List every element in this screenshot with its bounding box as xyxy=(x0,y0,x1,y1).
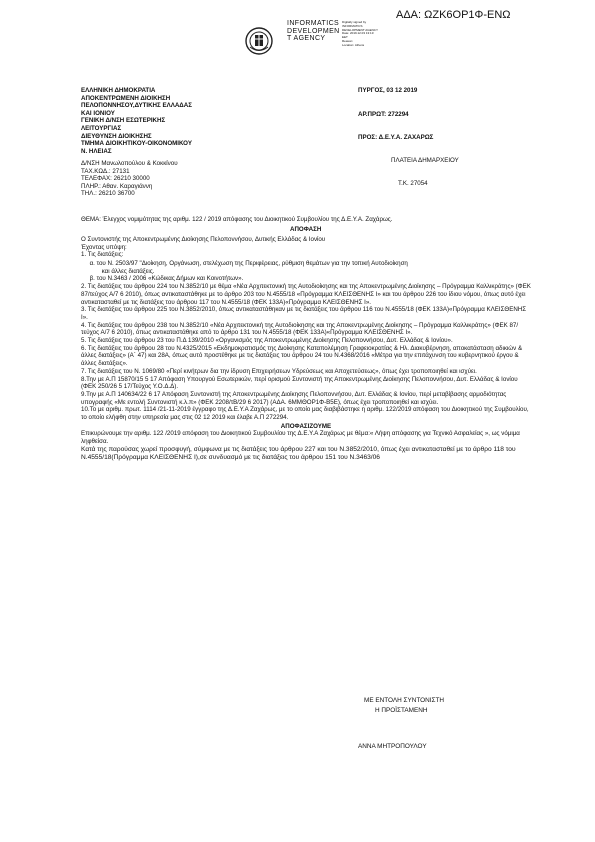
decision-heading: ΑΠΟΦΑΣΗ xyxy=(290,226,322,233)
signature-info-line: Digitally signed by xyxy=(342,20,367,24)
contact-line: ΤΕΛΕΦΑΧ: 26210 30000 xyxy=(81,175,150,183)
coat-of-arms-icon xyxy=(244,26,274,56)
agency-logo-text xyxy=(287,20,340,43)
issuer-line: ΑΠΟΚΕΝΤΡΩΜΕΝΗ ΔΙΟΙΚΗΣΗ xyxy=(81,94,171,102)
issuer-line: ΛΕΙΤΟΥΡΓΙΑΣ xyxy=(81,124,122,132)
issuer-header xyxy=(81,87,192,155)
considerations-list xyxy=(81,260,531,462)
issuer-line: ΕΛΛΗΝΙΚΗ ΔΗΜΟΚΡΑΤΙΑ xyxy=(81,87,156,94)
list-item: 3. Τις διατάξεις του άρθρου 225 του Ν.3852/2010, όπως αντικαταστάθηκαν με τις διατάξεις του άρθρου 116 του Ν.4555/18 (ΦΕΚ 133Α)«Πρόγραμμα ΚΛΕΙΣΘΕΝΗΣ Ι». xyxy=(81,306,527,321)
issuer-line: ΔΙΕΥΘΥΝΣΗ ΔΙΟΙΚΗΣΗΣ xyxy=(81,132,152,140)
issuer-line: ΤΜΗΜΑ ΔΙΟΙΚΗΤΙΚΟΥ-ΟΙΚΟΝΟΜΙΚΟΥ xyxy=(81,140,192,148)
recipient-address: ΠΛΑΤΕΙΑ ΔΗΜΑΡΧΕΙΟΥ xyxy=(391,157,459,164)
verify-heading: ΑΠΟΦΑΣΙΖΟΥΜΕ xyxy=(280,422,332,430)
intro-block xyxy=(81,236,531,259)
list-item: 8.Την με Α.Π 15870/15 5 17 Απόφαση Υπουργού Εσωτερικών, περί ορισμού Συντονιστή της Αποκεντρωμένης Διοίκησης Πελοποννήσου, Δυτ. Ελλάδας & Ιονίου (ΦΕΚ 250/26 5 17/Τεύχος Υ.Ο.Δ.Δ). xyxy=(81,375,518,391)
signature-info-line: Date: 2019.12.03 13:13: xyxy=(342,31,375,36)
place-date: ΠΥΡΓΟΣ, 03 12 2019 xyxy=(358,87,418,94)
list-item: β. του Ν.3463 / 2006 «Κώδικας Δήμων και Κοινοτήτων». xyxy=(81,275,244,283)
intro-line: 1. Τις διατάξεις: xyxy=(81,251,124,259)
contact-line: Δ/ΝΣΗ Μανωλοπούλου & Κοκκίνου xyxy=(81,160,178,167)
signature-title: Η ΠΡΟΪΣΤΑΜΕΝΗ xyxy=(375,707,428,714)
protocol-number: ΑΡ.ΠΡΩΤ: 272294 xyxy=(358,111,409,118)
signature-authority: ΜΕ ΕΝΤΟΛΗ ΣΥΝΤΟΝΙΣΤΗ xyxy=(364,697,444,704)
contact-line: ΤΑΧ.ΚΩΔ.: 27131 xyxy=(81,167,130,175)
logo-line: DEVELOPMEN xyxy=(287,27,340,35)
list-item: 4. Τις διατάξεις του άρθρου 238 του Ν.3852/10 «Νέα Αρχιτεκτονική της Αυτοδιοίκησης και της Αποκεντρωμένης Διοίκησης – Πρόγραμμα Καλλικράτης» (ΦΕΚ 87/τεύχος Α/7 6 2010), όπως αντικαταστάθηκε από το άρθρο 131 του Ν.4555/18 (ΦΕΚ 133Α)«Πρόγραμμα ΚΛΕΙΣΘΕΝΗΣ Ι». xyxy=(81,321,519,337)
logo-line: INFORMATICS xyxy=(287,20,340,27)
recipient: ΠΡΟΣ: Δ.Ε.Υ.Α. ΖΑΧΑΡΩΣ xyxy=(358,134,434,141)
verify-paragraph: Επικυρώνουμε την αριθμ. 122 /2019 απόφαση του Διοικητικού Συμβουλίου της Δ.Ε.Υ.Α Ζαχάρως με θέμα:« Λήψη απόφασης για Τεχνικό Ασφαλείας », ως νόμιμα ληφθείσα. xyxy=(81,430,520,446)
contact-block xyxy=(81,160,178,198)
intro-line: Έχοντας υπόψη: xyxy=(81,243,127,251)
contact-line: ΠΛΗΡ.: Αθαν. Καραγιάννη xyxy=(81,182,153,190)
list-item: 7. Τις διατάξεις του Ν. 1069/80 «Περί κινήτρων δια την ίδρυση Επιχειρήσεων Υδρεύσεως και Αποχετεύσεως», όπως έχει τροποποιηθεί και ισχύει. xyxy=(81,367,477,375)
list-item: 2. Τις διατάξεις του άρθρου 224 του Ν.3852/10 με θέμα «Νέα Αρχιτεκτονική της Αυτοδιοίκησης και της Αποκεντρωμένης Διοίκησης – Πρόγραμμα Καλλικράτης» (ΦΕΚ 87/τεύχος Α/7 6 2010), όπως αντικαταστάθηκε με το άρθρο 203 του Ν.4555/18 «Πρόγραμμα ΚΛΕΙΣΘΕΝΗΣ Ι» και του άρθρου 226 του ίδιου νόμου, όπως αυτό έχει αντικατασταθεί με τις διατάξεις του άρθρου 117 του Ν.4555/18 (ΦΕΚ 133Α)«Πρόγραμμα ΚΛΕΙΣΘΕΝΗΣ Ι». xyxy=(81,283,531,306)
signature-info-line: DEVELOPMENT AGENCY xyxy=(342,27,378,32)
list-item: 10.Το με αριθμ. πρωτ. 1114 /21-11-2019 έγγραφο της Δ.Ε.Υ.Α Ζαχάρως, με το οποίο μας διαβιβάστηκε η αριθμ. 122/2019 απόφαση του Διοικητικού της Συμβουλίου, το οποίο ελήφθη στην υπηρεσία μας στις 02 12 2019 και έλαβε Α.Π 272294. xyxy=(81,406,529,422)
ada-code: ΑΔΑ: ΩΖΚ6ΟΡ1Φ-ΕΝΩ xyxy=(396,9,511,21)
signature-info-line: Location: Athens xyxy=(342,42,365,47)
issuer-line: ΠΕΛΟΠΟΝΝΗΣΟΥ,ΔΥΤΙΚΗΣ ΕΛΛΑΔΑΣ xyxy=(81,102,192,110)
verify-paragraph: Κατά της παρούσας χωρεί προσφυγή, σύμφωνα με τις διατάξεις του άρθρου 227 και του Ν.3852/2010, όπως έχει αντικατασταθεί με το άρθρο 118 του Ν.4555/18(Πρόγραμμα ΚΛΕΙΣΘΕΝΗΣ Ι),σε συνδυασμό με τις διατάξεις του άρθρου 151 του Ν.3463/06 xyxy=(81,445,516,461)
signature-info-line: Reason: xyxy=(342,38,354,43)
subject-line: ΘΕΜΑ: Έλεγχος νομιμότητας της αριθμ. 122 / 2019 απόφασης του Διοικητικού Συμβουλίου της Δ.Ε.Υ.Α. Ζαχάρως. xyxy=(81,216,393,223)
list-item: 6. Τις διατάξεις του άρθρου 28 του Ν.4325/2015 «Εκδημοκρατισμός της Διοίκησης Καταπολέμηση Γραφειοκρατίας & Ηλ. Διακυβέρνηση, αποκατάσταση αδικιών & άλλες διατάξεις» (Α΄ 47) και 28Α, όπως αυτό προστέθηκε με τις διατάξεις του άρθρου 24 του Ν.4368/2016 «Μέτρα για την επιτάχυνση του κυβερνητικού έργου & άλλες διατάξεις». xyxy=(81,344,523,368)
list-item: 9.Την με Α.Π 140634/22 6 17 Απόφαση Συντονιστή της Αποκεντρωμένης Διοίκησης Πελοποννήσου, Δυτ. Ελλάδας & Ιονίου, περί μεταβίβασης αρμοδιότητας υπογραφής «Με εντολή Συντονιστή κ.λ.π» (ΦΕΚ 2208/τΒ/29 6 2017) (ΑΔΑ. 6ΜΜΘΟΡ1Φ-Β5Ε), όπως έχει τροποποιηθεί και ισχύει. xyxy=(81,390,507,406)
intro-line: Ο Συντονιστής της Αποκεντρωμένης Διοίκησης Πελοποννήσου, Δυτικής Ελλάδας & Ιονίου xyxy=(81,236,326,243)
issuer-line: Ν. ΗΛΕΙΑΣ xyxy=(81,147,112,155)
digital-signature-info xyxy=(342,21,378,48)
recipient-postal-code: Τ.Κ. 27054 xyxy=(398,180,428,187)
logo-line: T AGENCY xyxy=(287,35,326,43)
list-item: και άλλες διατάξεις. xyxy=(81,267,155,275)
signature-info-line: EET xyxy=(342,35,348,40)
list-item: α. του Ν. 2503/97 "Διοίκηση, Οργάνωση, στελέχωση της Περιφέρειας, ρύθμιση θεμάτων για την τοπική Αυτοδιοίκηση xyxy=(81,260,408,267)
issuer-line: ΓΕΝΙΚΗ Δ/ΝΣΗ ΕΣΩΤΕΡΙΚΗΣ xyxy=(81,117,166,125)
signature-info-line: INFORMATICS xyxy=(342,23,363,28)
signatory-name: ΑΝΝΑ ΜΗΤΡΟΠΟΥΛΟΥ xyxy=(358,743,427,750)
contact-line: ΤΗΛ.: 26210 36700 xyxy=(81,190,135,198)
list-item: 5. Τις διατάξεις του άρθρου 23 του Π.Δ 139/2010 «Οργανισμός της Αποκεντρωμένης Διοίκησης Πελοποννήσου, Δυτ. Ελλάδας & Ιονίου». xyxy=(81,337,453,345)
issuer-line: ΚΑΙ ΙΟΝΙΟΥ xyxy=(81,109,115,117)
